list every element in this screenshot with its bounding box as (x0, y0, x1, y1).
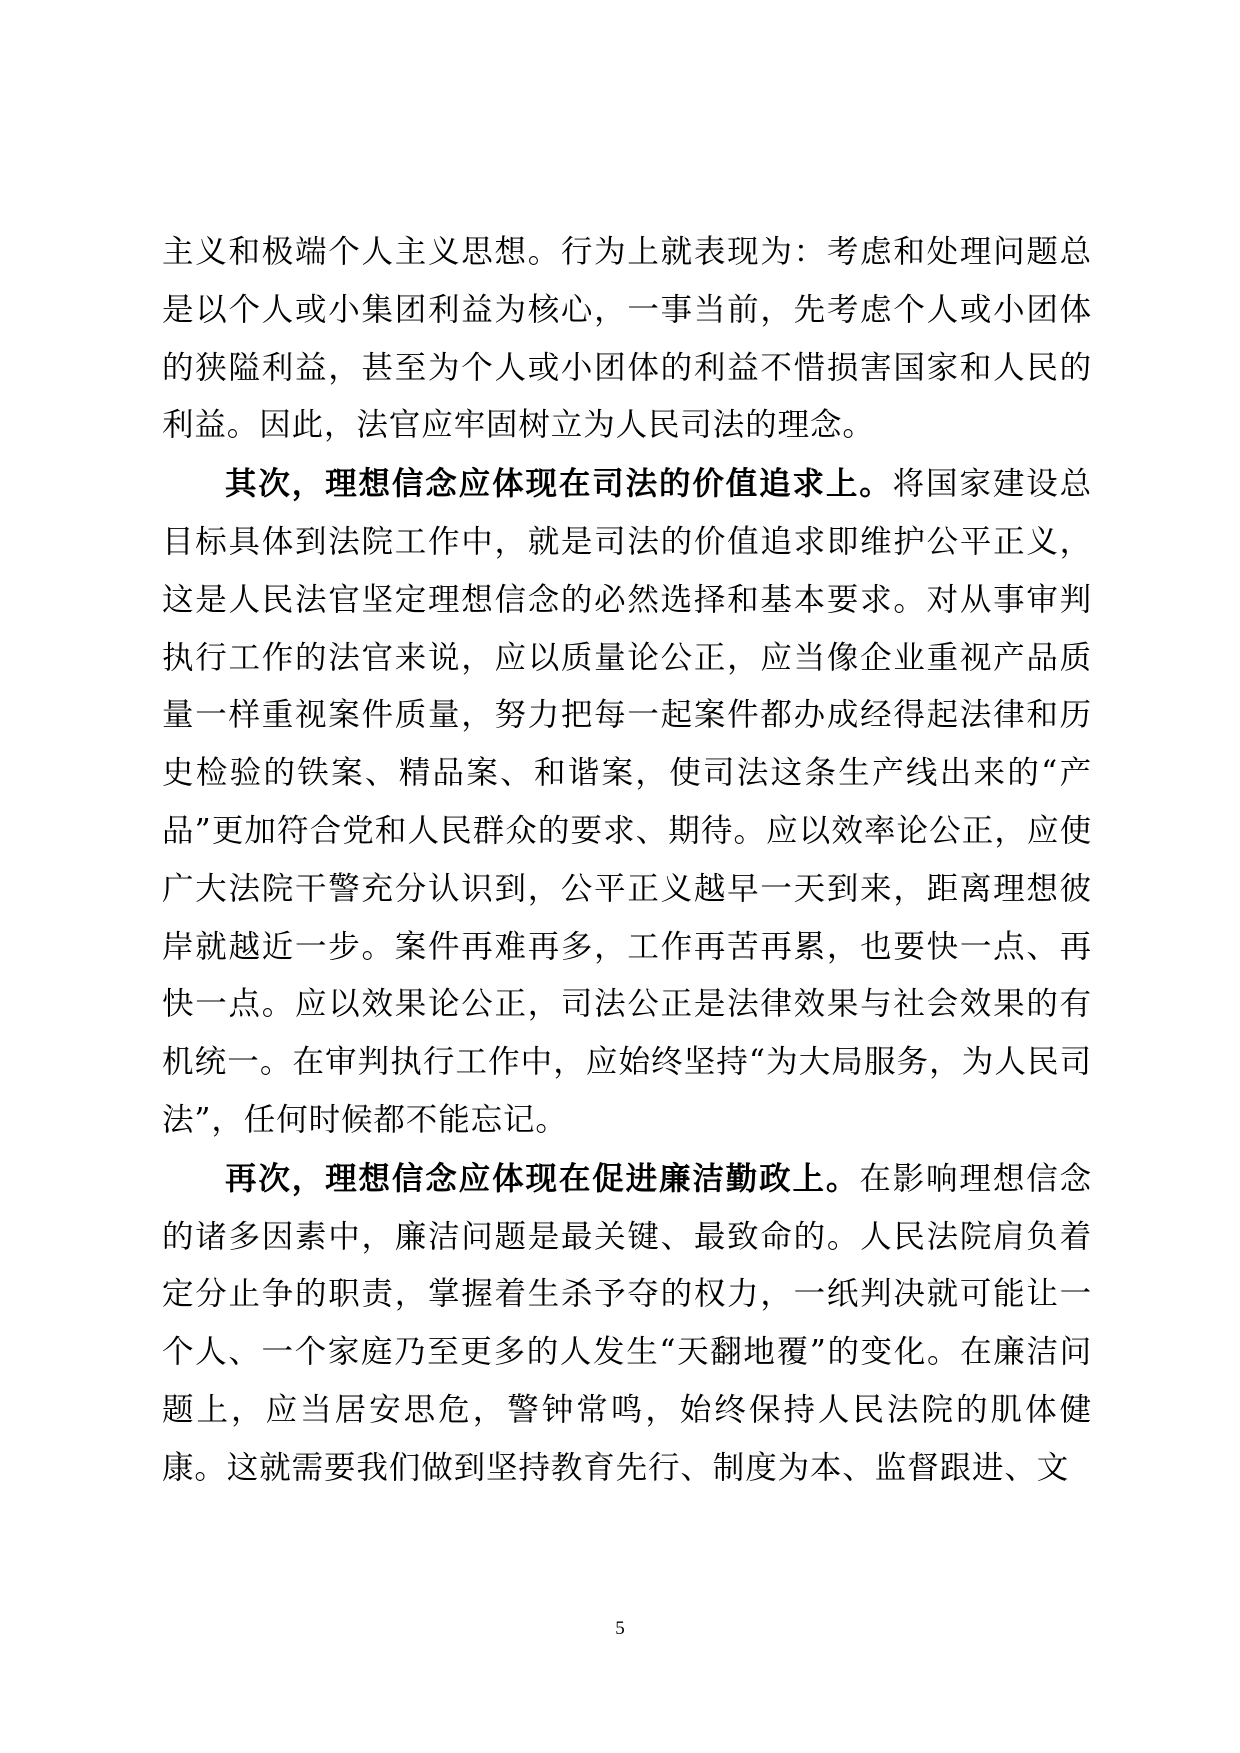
paragraph-3-lead: 再次，理想信念应体现在促进廉洁勤政上。 (225, 1159, 860, 1197)
paragraph-2-text: 将国家建设总目标具体到法院工作中，就是司法的价值追求即维护公平正义，这是人民法官坚定理想信念的必然选择和基本要求。对从事审判执行工作的法官来说，应以质量论公正，应当像企业重视产品质量一样重视案件质量，努力把每一起案件都办成经得起法律和历史检验的铁案、精品案、和谐案，使司法这条生产线出来的“产品”更加符合党和人民群众的要求、期待。应以效率论公正，应使广大法院干警充分认识到，公平正义越早一天到来，距离理想彼岸就越近一步。案件再难再多，工作再苦再累，也要快一点、再快一点。应以效果论公正，司法公正是法律效果与社会效果的有机统一。在审判执行工作中，应始终坚持“为大局服务，为人民司法”，任何时候都不能忘记。 (162, 466, 1092, 1138)
paragraph-1 (162, 224, 1092, 455)
paragraph-1-text: 主义和极端个人主义思想。行为上就表现为：考虑和处理问题总是以个人或小集团利益为核心，一事当前，先考虑个人或小团体的狭隘利益，甚至为个人或小团体的利益不惜损害国家和人民的利益。因此，法官应牢固树立为人民司法的理念。 (162, 234, 1092, 444)
page-number: 5 (615, 1618, 625, 1639)
paragraph-2 (162, 455, 1092, 1150)
paragraph-3 (162, 1150, 1092, 1498)
paragraph-3-text: 在影响理想信念的诸多因素中，廉洁问题是最关键、最致命的。人民法院肩负着定分止争的职责，掌握着生杀予夺的权力，一纸判决就可能让一个人、一个家庭乃至更多的人发生“天翻地覆”的变化。在廉洁问题上，应当居安思危，警钟常鸣，始终保持人民法院的肌体健康。这就需要我们做到坚持教育先行、制度为本、监督跟进、文 (162, 1160, 1092, 1486)
document-body (162, 224, 1092, 1498)
paragraph-2-lead: 其次，理想信念应体现在司法的价值追求上。 (225, 465, 893, 503)
